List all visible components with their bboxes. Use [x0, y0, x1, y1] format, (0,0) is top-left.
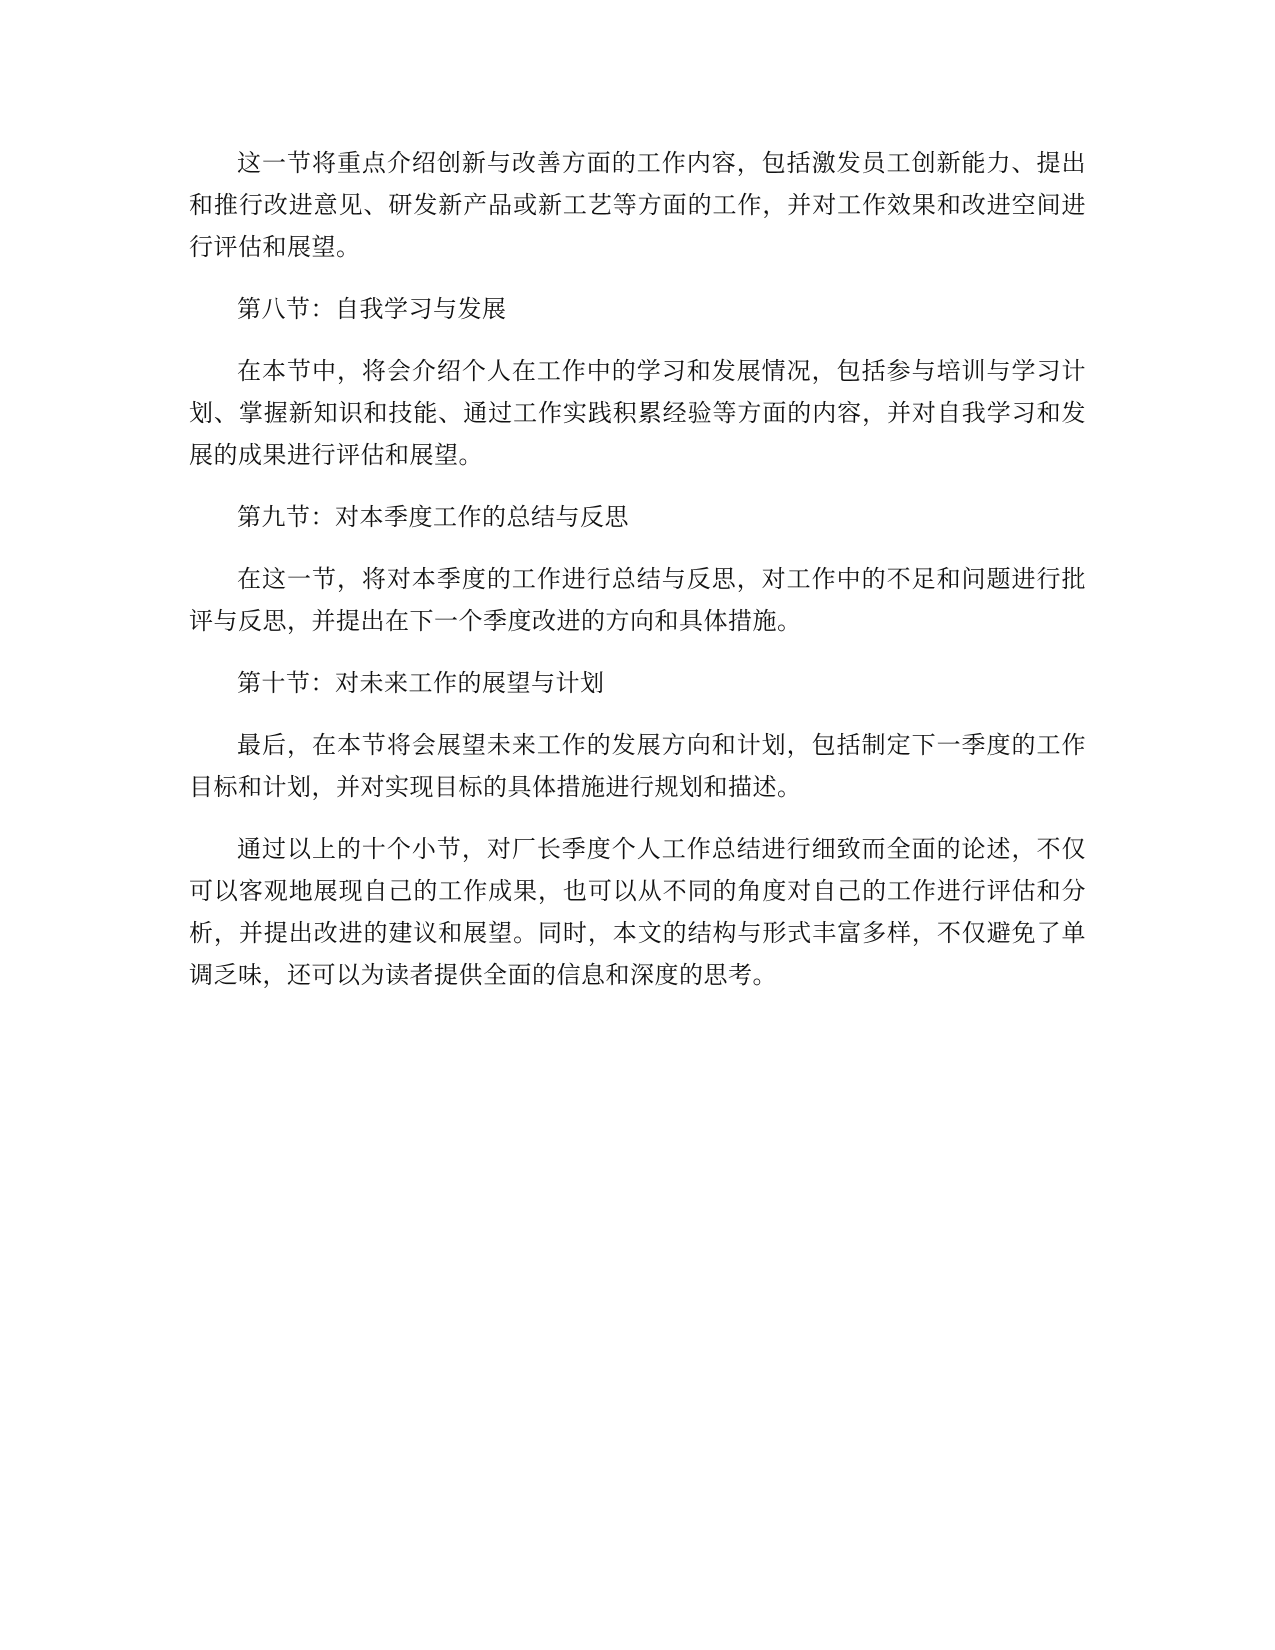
document-body: [189, 142, 1086, 1016]
section-9-heading: 第九节：对本季度工作的总结与反思: [237, 503, 629, 531]
paragraph-summary-reflection: 在这一节，将对本季度的工作进行总结与反思，对工作中的不足和问题进行批评与反思，并提出在下一个季度改进的方向和具体措施。: [189, 565, 1086, 635]
paragraph-self-learning: 在本节中，将会介绍个人在工作中的学习和发展情况，包括参与培训与学习计划、掌握新知识和技能、通过工作实践积累经验等方面的内容，并对自我学习和发展的成果进行评估和展望。: [189, 357, 1086, 469]
section-8-heading: 第八节：自我学习与发展: [237, 295, 507, 323]
paragraph-future-plan: 最后，在本节将会展望未来工作的发展方向和计划，包括制定下一季度的工作目标和计划，并对实现目标的具体措施进行规划和描述。: [189, 731, 1086, 801]
paragraph-innovation: 这一节将重点介绍创新与改善方面的工作内容，包括激发员工创新能力、提出和推行改进意见、研发新产品或新工艺等方面的工作，并对工作效果和改进空间进行评估和展望。: [189, 149, 1086, 261]
section-10-heading: 第十节：对未来工作的展望与计划: [237, 669, 605, 697]
paragraph-conclusion: 通过以上的十个小节，对厂长季度个人工作总结进行细致而全面的论述，不仅可以客观地展现自己的工作成果，也可以从不同的角度对自己的工作进行评估和分析，并提出改进的建议和展望。同时，本文的结构与形式丰富多样，不仅避免了单调乏味，还可以为读者提供全面的信息和深度的思考。: [189, 835, 1086, 989]
